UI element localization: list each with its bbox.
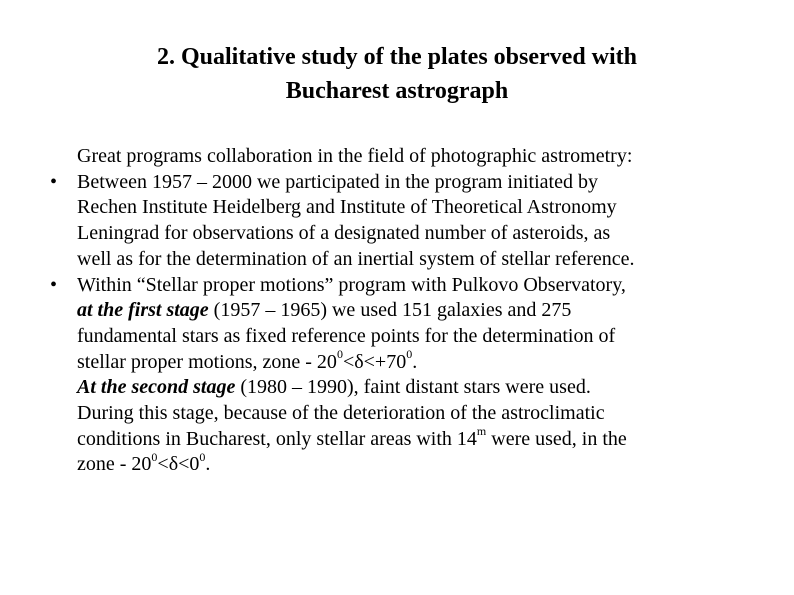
title-line-1: 2. Qualitative study of the plates observed with xyxy=(157,44,637,70)
bullet-2-line-3: fundamental stars as fixed reference points for the determination of xyxy=(77,324,616,347)
bullet-1-line-3: Leningrad for observations of a designated number of asteroids, as xyxy=(77,222,611,245)
bullet-marker: • xyxy=(50,273,58,296)
intro-paragraph xyxy=(46,144,758,170)
first-stage-text: (1957 – 1965) we used 151 galaxies and 275 xyxy=(208,299,572,322)
intro-text: Great programs collaboration in the field of photographic astrometry: xyxy=(77,145,633,167)
degree-superscript: 0 xyxy=(336,346,343,361)
period: . xyxy=(412,350,418,373)
bullet-1-line-2: Rechen Institute Heidelberg and Institute of Theoretical Astronomy xyxy=(77,196,617,219)
second-stage-line-1 xyxy=(77,375,758,401)
slide-title xyxy=(0,40,794,108)
bullet-2-line-2 xyxy=(77,298,758,324)
bullet-marker: • xyxy=(50,170,58,193)
bullet-2-line-1: Within “Stellar proper motions” program with Pulkovo Observatory, xyxy=(77,273,626,296)
second-stage-line-3 xyxy=(77,424,758,453)
delta-range: <δ<0 xyxy=(157,453,200,476)
zone-text: zone - 20 xyxy=(77,453,152,476)
delta-range: <δ<+70 xyxy=(342,350,407,373)
bullet-1-line-4: well as for the determination of an inertial system of stellar reference. xyxy=(77,247,635,270)
second-stage-paragraph xyxy=(46,375,758,478)
magnitude-superscript: m xyxy=(476,424,487,439)
conditions-text-end: were used, in the xyxy=(486,427,627,450)
second-stage-line-2: During this stage, because of the deterioration of the astroclimatic xyxy=(77,402,605,425)
zone-text: stellar proper motions, zone - 20 xyxy=(77,350,337,373)
title-line-2: Bucharest astrograph xyxy=(285,78,509,104)
conditions-text: conditions in Bucharest, only stellar areas with 14 xyxy=(77,427,477,450)
degree-superscript: 0 xyxy=(199,449,206,464)
first-stage-emphasis: at the first stage xyxy=(77,299,209,322)
degree-superscript: 0 xyxy=(406,346,413,361)
degree-superscript: 0 xyxy=(151,449,158,464)
slide-body xyxy=(46,144,758,478)
second-stage-line-4 xyxy=(77,449,758,478)
bullet-item-1 xyxy=(46,170,758,273)
bullet-2-line-4 xyxy=(77,346,758,376)
second-stage-text: (1980 – 1990), faint distant stars were used. xyxy=(235,376,591,399)
second-stage-emphasis: At the second stage xyxy=(77,376,236,399)
period: . xyxy=(205,453,211,476)
bullet-1-line-1: Between 1957 – 2000 we participated in the program initiated by xyxy=(77,170,598,193)
bullet-item-2 xyxy=(46,273,758,376)
